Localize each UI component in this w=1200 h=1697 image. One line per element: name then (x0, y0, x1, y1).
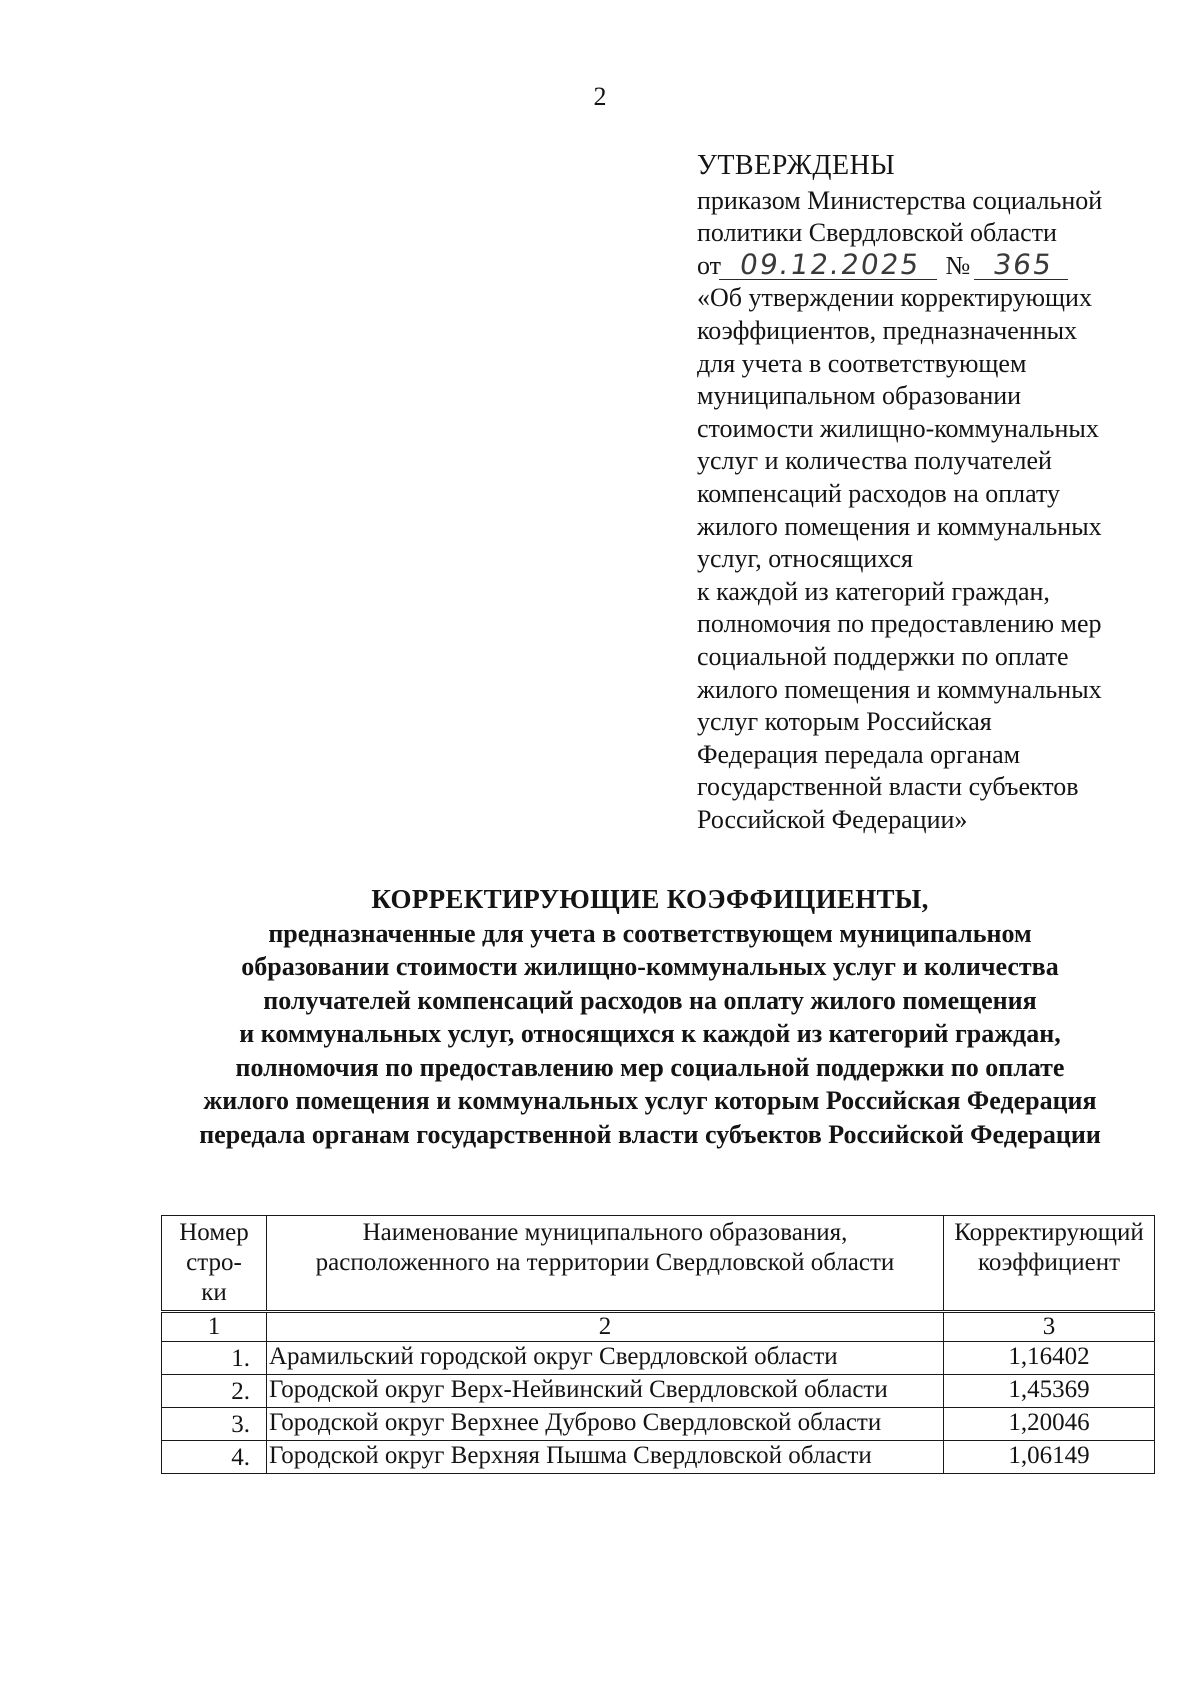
header-name-line: расположенного на территории Свердловской области (315, 1249, 895, 1276)
header-coefficient-line: Корректирующий (954, 1219, 1144, 1246)
row-coefficient: 1,06149 (944, 1441, 1155, 1474)
header-number-line: ки (201, 1279, 227, 1306)
row-name: Городской округ Верхняя Пышма Свердловской области (267, 1441, 944, 1474)
order-title-line: стоимости жилищно-коммунальных (697, 413, 1099, 443)
document-title: КОРРЕКТИРУЮЩИЕ КОЭФФИЦИЕНТЫ, (371, 884, 929, 914)
approval-stamp: УТВЕРЖДЕНЫ (697, 150, 896, 181)
header-name-line: Наименование муниципального образования, (362, 1219, 848, 1246)
table-row (162, 1408, 1155, 1441)
order-title-line: к каждой из категорий граждан, (697, 576, 1050, 606)
document-subtitle-line: жилого помещения и коммунальных услуг которым Российская Федерация (203, 1086, 1097, 1115)
order-line (697, 247, 1167, 283)
column-index: 1 (162, 1312, 267, 1342)
order-title-line: полномочия по предоставлению мер (697, 609, 1102, 639)
table-row (162, 1441, 1155, 1474)
order-title-line: Федерация передала органам (697, 739, 1021, 769)
order-title-line: муниципальном образовании (697, 381, 1022, 411)
table-row (162, 1375, 1155, 1408)
header-number-line: Номер (179, 1219, 249, 1246)
document-title-block (150, 883, 1150, 1151)
order-number-handwritten: 365 (974, 251, 1072, 280)
row-number: 4. (162, 1441, 267, 1474)
document-subtitle-line: передала органам государственной власти субъектов Российской Федерации (199, 1119, 1101, 1149)
order-number-prefix: № (945, 250, 971, 280)
order-title-line: услуг, относящихся (697, 544, 914, 574)
order-prefix: от (697, 250, 722, 280)
row-number: 2. (162, 1375, 267, 1408)
order-title-line: коэффициентов, предназначенных (697, 315, 1078, 345)
header-name (267, 1216, 944, 1312)
row-coefficient: 1,45369 (944, 1375, 1155, 1408)
order-title-line: социальной поддержки по оплате (697, 641, 1069, 671)
document-subtitle-line: предназначенные для учета в соответствующем муниципальном (268, 918, 1032, 948)
order-title-line: государственной власти субъектов (697, 772, 1079, 802)
header-number (162, 1216, 267, 1312)
table-header-row (162, 1216, 1155, 1312)
row-name: Городской округ Верх-Нейвинский Свердловской области (267, 1375, 944, 1408)
approval-line: политики Свердловской области (697, 218, 1057, 248)
header-number-line: стро- (186, 1249, 242, 1276)
order-title-line: услуг которым Российская (697, 707, 992, 737)
order-title-line: жилого помещения и коммунальных (697, 511, 1102, 541)
approval-block (697, 150, 1167, 836)
row-coefficient: 1,16402 (944, 1342, 1155, 1375)
row-name: Городской округ Верхнее Дуброво Свердловской области (267, 1408, 944, 1441)
order-date-handwritten: 09.12.2025 (719, 251, 941, 280)
row-number: 3. (162, 1408, 267, 1441)
document-subtitle-line: полномочия по предоставлению мер социальной поддержки по оплате (235, 1052, 1065, 1082)
row-number: 1. (162, 1342, 267, 1375)
coefficients-table (161, 1215, 1155, 1474)
row-coefficient: 1,20046 (944, 1408, 1155, 1441)
row-name: Арамильский городской округ Свердловской области (267, 1342, 944, 1375)
order-title-line: услуг и количества получателей (697, 446, 1052, 476)
order-title-line: компенсаций расходов на оплату (697, 478, 1061, 508)
column-index: 3 (944, 1312, 1155, 1342)
header-coefficient-line: коэффициент (977, 1249, 1121, 1276)
order-title-line: «Об утверждении корректирующих (697, 283, 1092, 313)
page-number: 2 (593, 82, 607, 111)
table-row (162, 1342, 1155, 1375)
header-coefficient (944, 1216, 1155, 1312)
document-subtitle-line: образовании стоимости жилищно-коммунальных услуг и количества (241, 952, 1059, 981)
order-title-line: жилого помещения и коммунальных (697, 674, 1102, 704)
order-title-line: для учета в соответствующем (697, 348, 1027, 378)
column-index: 2 (267, 1312, 944, 1342)
document-subtitle-line: получателей компенсаций расходов на оплату жилого помещения (263, 985, 1037, 1015)
approval-line: приказом Министерства социальной (697, 185, 1103, 215)
order-title-line: Российской Федерации» (697, 804, 968, 834)
column-index-row (162, 1312, 1155, 1342)
document-subtitle-line: и коммунальных услуг, относящихся к каждой из категорий граждан, (239, 1019, 1061, 1048)
